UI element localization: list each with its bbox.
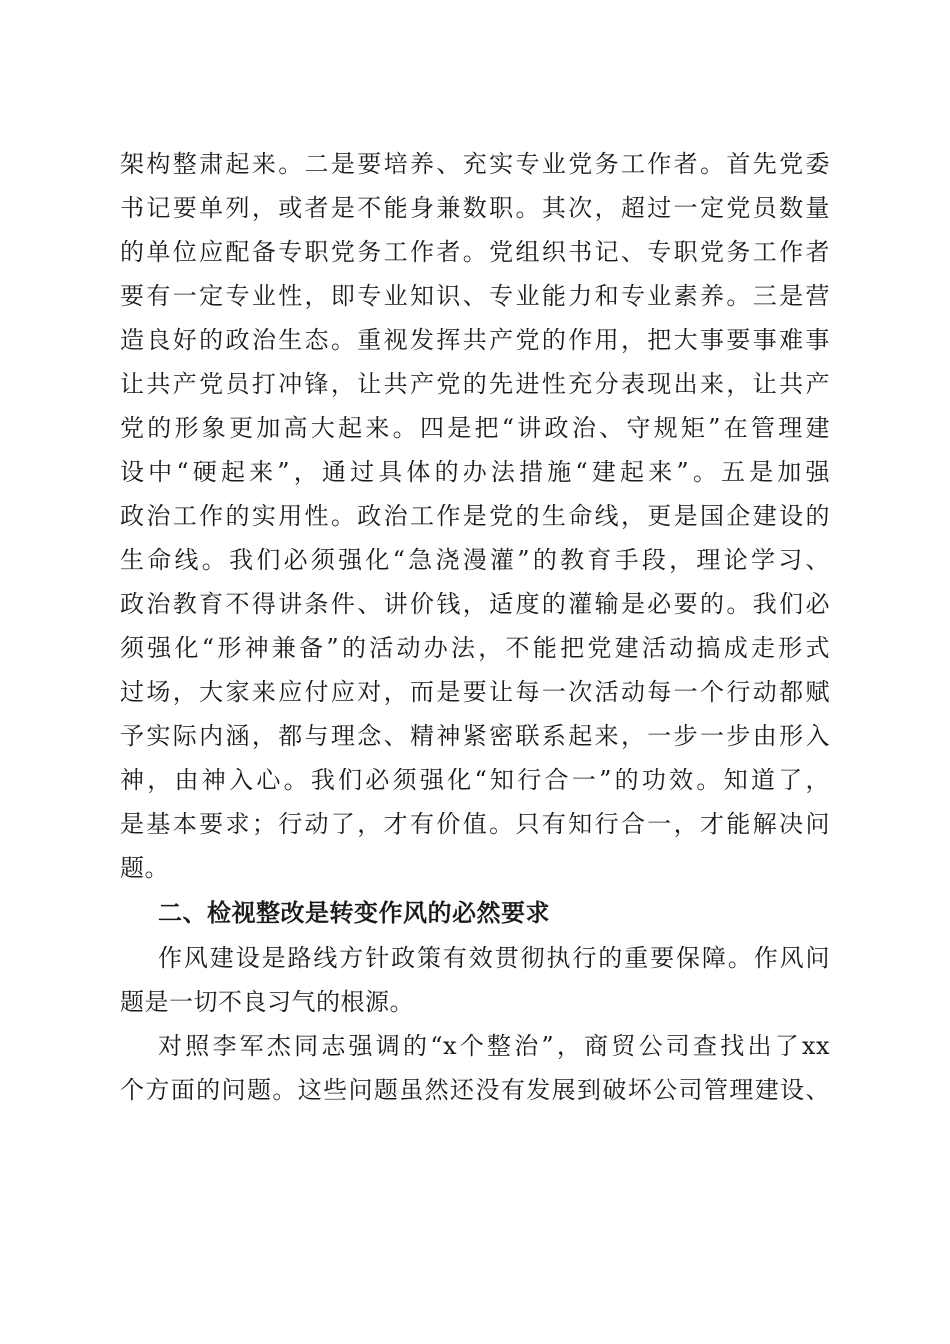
section-heading: 二、检视整改是转变作风的必然要求: [158, 899, 550, 927]
body-text-line: 造良好的政治生态。重视发挥共产党的作用，把大事要事难事: [120, 326, 830, 354]
body-text-line: 让共产党员打冲锋，让共产党的先进性充分表现出来，让共产: [120, 370, 830, 398]
body-text-line: 予实际内涵，都与理念、精神紧密联系起来，一步一步由形入: [120, 722, 830, 750]
body-text-line: 政治教育不得讲条件、讲价钱，适度的灌输是必要的。我们必: [120, 590, 830, 618]
body-text-line: 的单位应配备专职党务工作者。党组织书记、专职党务工作者: [120, 238, 830, 266]
body-text-line: 神，由神入心。我们必须强化“知行合一”的功效。知道了，: [120, 766, 830, 794]
body-text-line: 生命线。我们必须强化“急浇漫灌”的教育手段，理论学习、: [120, 546, 830, 574]
body-text-line: 过场，大家来应付应对，而是要让每一次活动每一个行动都赋: [120, 678, 830, 706]
body-text-line: 设中“硬起来”，通过具体的办法措施“建起来”。五是加强: [120, 458, 830, 486]
body-text-line: 要有一定专业性，即专业知识、专业能力和专业素养。三是营: [120, 282, 830, 310]
body-text-line: 题是一切不良习气的根源。: [120, 988, 414, 1016]
body-text-line: 个方面的问题。这些问题虽然还没有发展到破坏公司管理建设、: [120, 1076, 830, 1104]
body-text-line: 须强化“形神兼备”的活动办法，不能把党建活动搞成走形式: [120, 634, 830, 662]
body-text-line: 作风建设是路线方针政策有效贯彻执行的重要保障。作风问: [158, 944, 830, 972]
body-text-line: 对照李军杰同志强调的“x个整治”，商贸公司查找出了xx: [158, 1032, 830, 1060]
body-text-line: 架构整肃起来。二是要培养、充实专业党务工作者。首先党委: [120, 150, 830, 178]
body-text-line: 书记要单列，或者是不能身兼数职。其次，超过一定党员数量: [120, 194, 830, 222]
body-text-line: 题。: [120, 854, 169, 882]
body-text-line: 是基本要求；行动了，才有价值。只有知行合一，才能解决问: [120, 810, 830, 838]
body-text-line: 政治工作的实用性。政治工作是党的生命线，更是国企建设的: [120, 502, 830, 530]
body-text-line: 党的形象更加高大起来。四是把“讲政治、守规矩”在管理建: [120, 414, 830, 442]
